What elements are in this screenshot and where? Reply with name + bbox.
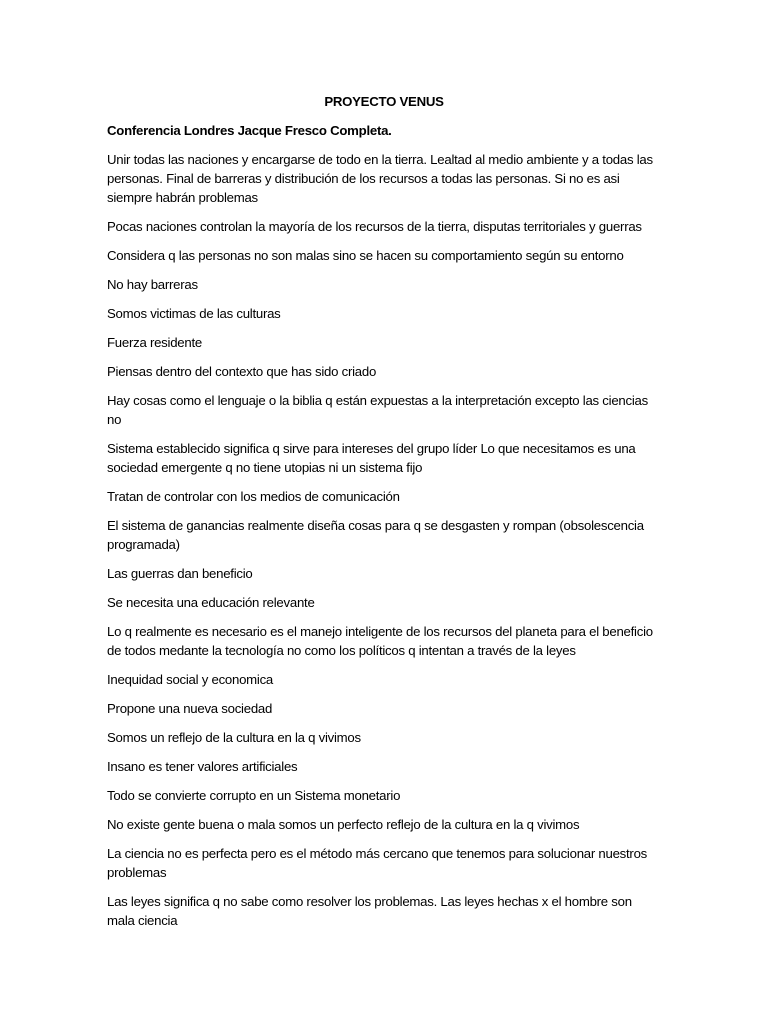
paragraph: No existe gente buena o mala somos un perfecto reflejo de la cultura en la q vivimos (107, 817, 580, 832)
paragraph: Lo q realmente es necesario es el manejo inteligente de los recursos del planeta para el beneficio de todos medante la tecnología no como los políticos q intentan a través de la leyes (107, 624, 653, 658)
paragraph: Propone una nueva sociedad (107, 701, 273, 716)
document-subtitle: Conferencia Londres Jacque Fresco Completa. (107, 123, 392, 138)
paragraph: Sistema establecido significa q sirve para intereses del grupo líder Lo que necesitamos es una sociedad emergente q no tiene utopias ni un sistema fijo (107, 441, 636, 475)
paragraph: Fuerza residente (107, 335, 202, 350)
paragraph: Unir todas las naciones y encargarse de todo en la tierra. Lealtad al medio ambiente y a todas las personas. Final de barreras y distribución de los recursos a todas las personas. Si no es asi siempre habrán problemas (107, 152, 653, 205)
paragraph: Somos victimas de las culturas (107, 306, 281, 321)
document-body (107, 121, 659, 940)
paragraph: Insano es tener valores artificiales (107, 759, 298, 774)
paragraph: El sistema de ganancias realmente diseña cosas para q se desgasten y rompan (obsolescencia programada) (107, 518, 644, 552)
paragraph: Tratan de controlar con los medios de comunicación (107, 489, 400, 504)
paragraph: Piensas dentro del contexto que has sido criado (107, 364, 377, 379)
paragraph: Todo se convierte corrupto en un Sistema monetario (107, 788, 401, 803)
paragraph: Inequidad social y economica (107, 672, 274, 687)
paragraph: Pocas naciones controlan la mayoría de los recursos de la tierra, disputas territoriales y guerras (107, 219, 642, 234)
paragraph: Se necesita una educación relevante (107, 595, 315, 610)
document-title: PROYECTO VENUS (324, 94, 444, 109)
paragraph: Hay cosas como el lenguaje o la biblia q están expuestas a la interpretación excepto las ciencias no (107, 393, 648, 427)
paragraph: Las guerras dan beneficio (107, 566, 253, 581)
paragraph: La ciencia no es perfecta pero es el método más cercano que tenemos para solucionar nuestros problemas (107, 846, 647, 880)
paragraph: No hay barreras (107, 277, 198, 292)
paragraph: Las leyes significa q no sabe como resolver los problemas. Las leyes hechas x el hombre son mala ciencia (107, 894, 632, 928)
paragraph: Considera q las personas no son malas sino se hacen su comportamiento según su entorno (107, 248, 624, 263)
paragraph: Somos un reflejo de la cultura en la q vivimos (107, 730, 361, 745)
